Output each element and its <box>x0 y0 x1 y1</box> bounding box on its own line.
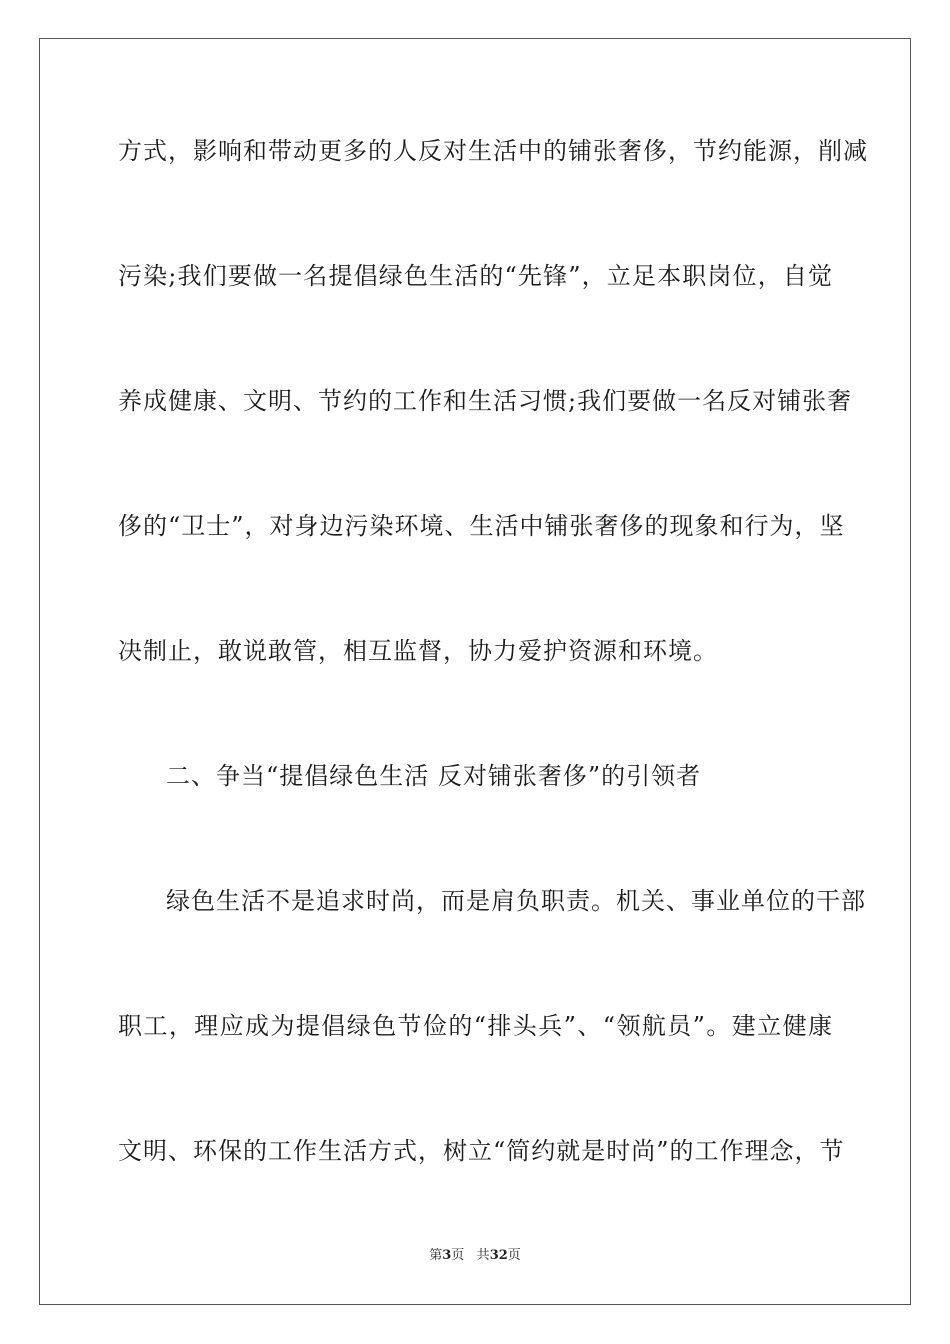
total-prefix: 共 <box>476 1248 490 1263</box>
page-prefix: 第 <box>429 1248 443 1263</box>
body-line-3: 养成健康、文明、节约的工作和生活习惯;我们要做一名反对铺张奢 <box>118 387 853 415</box>
page-border <box>39 38 911 1305</box>
page-current: 3 <box>442 1248 452 1263</box>
total-suffix: 页 <box>507 1248 521 1263</box>
body-line-5: 决制止，敢说敢管，相互监督，协力爱护资源和环境。 <box>118 637 718 665</box>
body-line-2: 污染;我们要做一名提倡绿色生活的“先锋”，立足本职岗位，自觉 <box>118 262 833 290</box>
page-footer <box>0 1247 950 1265</box>
body-line-7: 绿色生活不是追求时尚，而是肩负职责。机关、事业单位的干部 <box>166 887 866 915</box>
body-line-4: 侈的“卫士”，对身边污染环境、生活中铺张奢侈的现象和行为，坚 <box>118 512 845 540</box>
page-total: 32 <box>489 1248 508 1263</box>
section-heading: 二、争当“提倡绿色生活 反对铺张奢侈”的引领者 <box>166 762 702 790</box>
body-line-1: 方式，影响和带动更多的人反对生活中的铺张奢侈，节约能源，削减 <box>118 137 868 165</box>
body-line-8: 职工，理应成为提倡绿色节俭的“排头兵”、“领航员”。建立健康 <box>118 1012 833 1040</box>
body-line-9: 文明、环保的工作生活方式，树立“简约就是时尚”的工作理念，节 <box>118 1137 845 1165</box>
page-suffix: 页 <box>451 1248 465 1263</box>
